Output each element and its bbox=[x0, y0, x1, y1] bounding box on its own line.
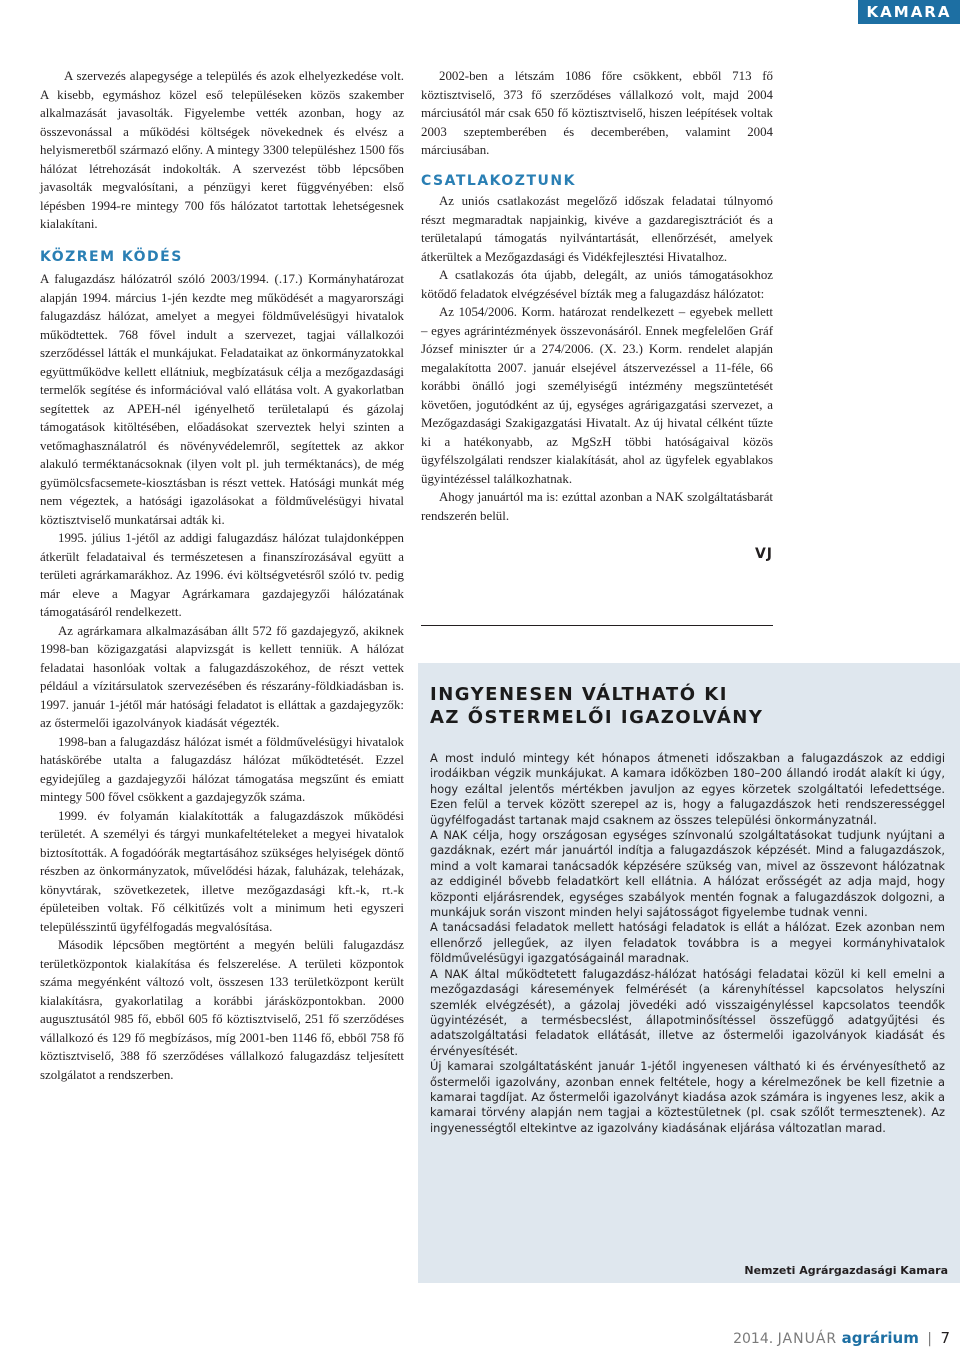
page-number: 7 bbox=[940, 1329, 950, 1347]
left-column bbox=[40, 67, 404, 1084]
divider-line bbox=[421, 625, 773, 626]
footer-year: 2014. bbox=[733, 1331, 774, 1347]
author-signature: VJ bbox=[754, 546, 773, 562]
box-title bbox=[430, 683, 950, 729]
footer-separator: | bbox=[927, 1331, 932, 1347]
top-bar bbox=[0, 0, 960, 24]
box-body bbox=[430, 751, 945, 1136]
right-column bbox=[421, 67, 773, 564]
right-body-paragraph: Az uniós csatlakozást megelőző időszak feladatai túlnyomó részt megmaradtak napjainkig, kivéve a gazdaregisztrációt és a területalapú támogatás nyilvántartását, ellenőrzését, amelyek átkerültek a Mezőgazdasági és Vidékfejlesztési Hivatalhoz. bbox=[421, 194, 773, 264]
page-footer bbox=[733, 1329, 950, 1347]
box-paragraph: A NAK célja, hogy országosan egységes színvonalú szolgáltatásokat tudjunk nyújtani a gazdáknak, ezért már januártól indítja a falugazdászok képzését. Mind a falugazdászok, mind a volt kamarai tanácsadók képzésére szükség van, mivel az összevont hálózatnak az eddiginél bővebb feladatkört kell ellátnia. A hálózat erősségét az adja majd, hogy központi eljárásrendek, egységes szabályok mentén fognak a falugazdászok dolgozni, a munkájuk során viszont minden helyi sajátosságot figyelembe tudnak venni. bbox=[430, 828, 945, 920]
left-body-paragraph: Az agrárkamara alkalmazásában állt 572 fő gazdajegyző, akiknek 1998-ban közigazgatási alapvizsgát is kellett tenniük. A hálózat feladatai hasonlóak voltak a falugazdászokéhoz, de részt vettek például a vízitársulatok szervezésében és részarány-földkiadásban is. 1997. január 1-jétől már hatósági feladatot is elláttak a gazdajegyzők: az őstermelői igazolványok kiadását végezték. bbox=[40, 623, 404, 730]
left-body-paragraph: 1995. július 1-jétől az addigi falugazdász hálózat tulajdonképpen átkerült feladataival és természetesen a finanszírozásával együtt a területi agrárkamarákhoz. Az 1996. évi költségvetésről szóló tv. pedig már eleve a Magyar Agrárkamara gazdajegyzői hálózatának támogatásáról rendelkezett. bbox=[40, 531, 404, 619]
left-section-heading: KÖZREM KÖDÉS bbox=[40, 248, 183, 265]
right-body-paragraph: A csatlakozás óta újabb, delegált, az uniós támogatásokhoz kötődő feladatok elvégzésével bízták meg a falugazdász hálózatot: bbox=[421, 268, 773, 301]
footer-magazine-name: agrárium bbox=[841, 1329, 919, 1347]
right-body-paragraph: Az 1054/2006. Korm. határozat rendelkezett – egyebek mellett – egyes agrárintézmények összevonásáról. Ennek megfelelően Gráf József miniszter úr a 274/2006. (X. 23.) Korm. rendelet alapján megalakította 2007. január elsejével átszervezéssel a 11-féle, 66 korábbi önálló jogi személyiségű intézmény megszüntetését követően, jogutódként az új, egységes agrárigazgatási szervezet, a Mezőgazdasági Szakigazgatási Hivatalt. Az új hivatal célként tűzte ki a hatékonyabb, az MgSzH többi hatóságaival közös ügyfélszolgálati rendszer kialakítását, ahol az ügyfelek egyablakos ügyintézéssel találkozhatnak. bbox=[421, 305, 773, 486]
section-tag: KAMARA bbox=[858, 0, 960, 24]
left-body-paragraph: Második lépcsőben megtörtént a megyén belüli falugazdász területközpontok kialakítása és felszerelése. A területi központok száma megyénként változó volt, összesen 133 területközpont került kialakításra, gyakorlatilag a korábbi járásközpontokban. 2000 augusztusától 985 fő, ebből 605 fő köztisztviselő, 251 fő szerződéses vállalkozó és 129 fő megbízásos, míg 2001-ben 1146 fő, ebből 758 fő köztisztviselő, 388 fő szerződéses vállalkozó falugazdász teljesített szolgálatot a rendszerben. bbox=[40, 938, 404, 1082]
box-title-line-2: AZ ŐSTERMELŐI IGAZOLVÁNY bbox=[430, 707, 764, 728]
left-body-paragraph: 1998-ban a falugazdász hálózat ismét a földművelésügyi hivatalok hatáskörébe utalta a falugazdász hálózat működtetését. Ezzel egyidejűleg a gazdajegyzői hálózat támogatása megszűnt és emiatt mintegy 500 fővel csökkent a gazdajegyzők száma. bbox=[40, 734, 404, 804]
left-body-paragraph: 1999. év folyamán kialakították a falugazdászok működési területét. A személyi és tárgyi munkafeltételeket a megyei hivatalok biztosították. A fogadóórák megtartásához szükséges helyiségek döntő részben az önkormányzatok, művelődési házak, faluházak, teleházak, könyvtárak, szövetkezetek, illetve mezőgazdasági kft.-k, rt.-k épületeiben voltak. Fő célkitűzés volt a minimum heti egyszeri településszintű ügyfélfogadás megvalósítása. bbox=[40, 808, 404, 934]
footer-month: JANUÁR bbox=[777, 1331, 838, 1347]
box-paragraph: A tanácsadási feladatok mellett hatósági feladatok is ellát a hálózat. Ezek azonban nem ellenőrző jellegűek, az ilyen feladatok továbbra is a megyei kormányhivatalok földművelésügyi igazgatóságainál maradnak. bbox=[430, 920, 945, 966]
left-intro-paragraph: A szervezés alapegysége a település és azok elhelyezkedése volt. A kisebb, egymáshoz közel eső településeken közös szakember alkalmazását javasolták. Figyelembe vették azonban, hogy az összevonással a működési költségek növekednek és elvész a helyismeretből származó előny. A mintegy 3300 településhez 1500 fős hálózat létrehozását indokolták. A szervezést több lépcsőben javasolták megvalósítani, a pénzügyi keret függvényében: első lépésben 1994-re mintegy 700 fős hálózatot tartottak lehetségesnek kialakítani. bbox=[40, 69, 404, 231]
left-body-paragraph: A falugazdász hálózatról szóló 2003/1994. (.17.) Kormányhatározat alapján 1994. március 1-jén kezdte meg működését a magyarországi falugazdász hálózat, amelyet a megyei földművelésügyi hivatalok működtettek. 768 fővel indult a szervezet, tagjai vállalkozói szerződéssel látták el munkájukat. Feladataikat az önkormányzatokkal együttműködve kellett ellátniuk, megbízatásuk célja a mezőgazdasági termelők segítése és információval való ellátása volt. A gyakorlatban segítettek az APEH-nél igényelhető területalapú és gázolaj támogatások kitöltésében, előadásokat szerveztek helyi szinten a vetőmaghasználatról és növényvédelemről, segítettek az akkor alakuló terméktanácsoknak (ilyen volt pl. juh terméktanács), de még gyümölcsfacsemete-kiosztásban is részt vettek. Hatósági munkát még nem végeztek, a hatósági igazolásokat a földművelésügyi hivatal köztisztviselő munkatársai adták ki. bbox=[40, 272, 404, 527]
right-intro-paragraph: 2002-ben a létszám 1086 főre csökkent, ebből 713 fő köztisztviselő, 373 fő szerződéses vállalkozó volt, majd 2004 márciusától már csak 650 fő köztisztviselő, hiszen leépítések voltak 2003 szeptemberében és decemberében, valamint 2004 márciusában. bbox=[421, 69, 773, 157]
right-section-heading: CSATLAKOZTUNK bbox=[421, 172, 576, 189]
box-signature: Nemzeti Agrárgazdasági Kamara bbox=[744, 1264, 948, 1277]
sidebar-box bbox=[418, 663, 960, 1283]
box-title-line-1: INGYENESEN VÁLTHATÓ KI bbox=[430, 684, 728, 705]
box-paragraph: A most induló mintegy két hónapos átmeneti időszakban a falugazdászok az eddigi irodáikban végzik munkájukat. A kamara időközben 180–200 állandó irodát alakít ki úgy, hogy ezáltal jelentős mértékben javuljon az egyes körzetek szolgáltatói lefedettsége. Ezen felül a tervek között szerepel az is, hogy a falugazdászok heti rendszerességgel ügyfélfogadást tartanak majd csaknem az összes települési önkormányzatnál. bbox=[430, 751, 945, 827]
box-paragraph: Új kamarai szolgáltatásként január 1-jétől ingyenesen váltható ki és érvényesíthető az őstermelői igazolvány, azonban ennek feltétele, hogy a kérelmezőnek be kell fizetnie a kamarai tagdíjat. Az őstermelői igazolványt kiadása azok számára is ingyenes lesz, akik a kamarai törvény alapján nem tagjai a köztestületnek (pl. csak szőlőt termesztenek). Az ingyenességtől eltekintve az igazolvány kiadásának eljárása változatlan marad. bbox=[430, 1059, 945, 1135]
box-paragraph: A NAK által működtetett falugazdász-hálózat hatósági feladatai közül ki kell emelni a mezőgazdasági káresemények felmérését (a kárenyhítéssel kapcsolatos helyszíni szemlék elvégzését), a gázolaj jövedéki adó visszaigényléssel kapcsolatos teendők ügyintézését, a termésbecslést, állapotminősítéssel összefüggő adatgyűjtési és adatszolgáltatási feladatok ellátását, illetve az őstermelői igazolványok kiadását és érvényesítését. bbox=[430, 966, 945, 1058]
right-body-paragraph: Ahogy januártól ma is: ezúttal azonban a NAK szolgáltatásbarát rendszerén belül. bbox=[421, 490, 773, 523]
